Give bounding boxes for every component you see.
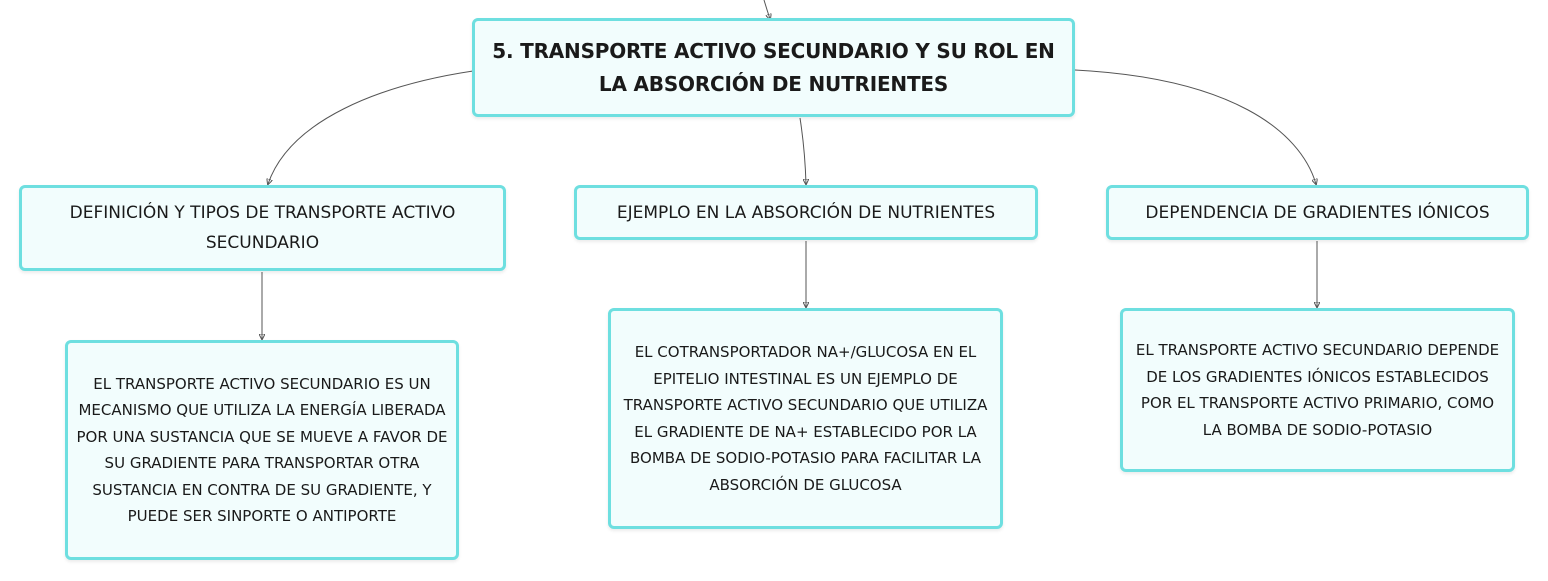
detail-definicion-text: EL TRANSPORTE ACTIVO SECUNDARIO ES UN MECANISMO QUE UTILIZA LA ENERGÍA LIBERADA POR UNA SUSTANCIA QUE SE MUEVE A FAVOR DE SU GRADIENTE PARA TRANSPORTAR OTRA SUSTANCIA EN CONTRA DE SU GRADIENTE, Y PUEDE SER SINPORTE O ANTIPORTE xyxy=(76,374,448,525)
detail-dependencia-text: EL TRANSPORTE ACTIVO SECUNDARIO DEPENDE DE LOS GRADIENTES IÓNICOS ESTABLECIDOS POR EL TRANSPORTE ACTIVO PRIMARIO, COMO LA BOMBA DE SODIO-POTASIO xyxy=(1135,341,1500,439)
topic-dependencia-title: DEPENDENCIA DE GRADIENTES IÓNICOS xyxy=(1145,202,1490,223)
connector-root-to-ejemplo xyxy=(800,118,806,184)
topic-dependencia-node[interactable] xyxy=(1106,185,1529,240)
detail-dependencia-node[interactable] xyxy=(1120,308,1515,472)
topic-ejemplo-title: EJEMPLO EN LA ABSORCIÓN DE NUTRIENTES xyxy=(616,202,996,223)
incoming-connector xyxy=(764,0,770,19)
topic-definicion-node[interactable] xyxy=(19,185,506,271)
topic-definicion-title: DEFINICIÓN Y TIPOS DE TRANSPORTE ACTIVO SECUNDARIO xyxy=(69,203,456,253)
detail-ejemplo-node[interactable] xyxy=(608,308,1003,529)
central-topic-title: 5. TRANSPORTE ACTIVO SECUNDARIO Y SU ROL EN LA ABSORCIÓN DE NUTRIENTES xyxy=(492,38,1055,96)
connector-root-to-definicion xyxy=(268,71,473,184)
central-topic-node[interactable] xyxy=(472,18,1075,117)
detail-definicion-node[interactable] xyxy=(65,340,459,560)
topic-ejemplo-node[interactable] xyxy=(574,185,1038,240)
connector-root-to-dependencia xyxy=(1075,70,1316,184)
detail-ejemplo-text: EL COTRANSPORTADOR NA+/GLUCOSA EN EL EPITELIO INTESTINAL ES UN EJEMPLO DE TRANSPORTE ACTIVO SECUNDARIO QUE UTILIZA EL GRADIENTE DE NA+ ESTABLECIDO POR LA BOMBA DE SODIO-POTASIO PARA FACILITAR LA ABSORCIÓN DE GLUCOSA xyxy=(623,343,988,494)
